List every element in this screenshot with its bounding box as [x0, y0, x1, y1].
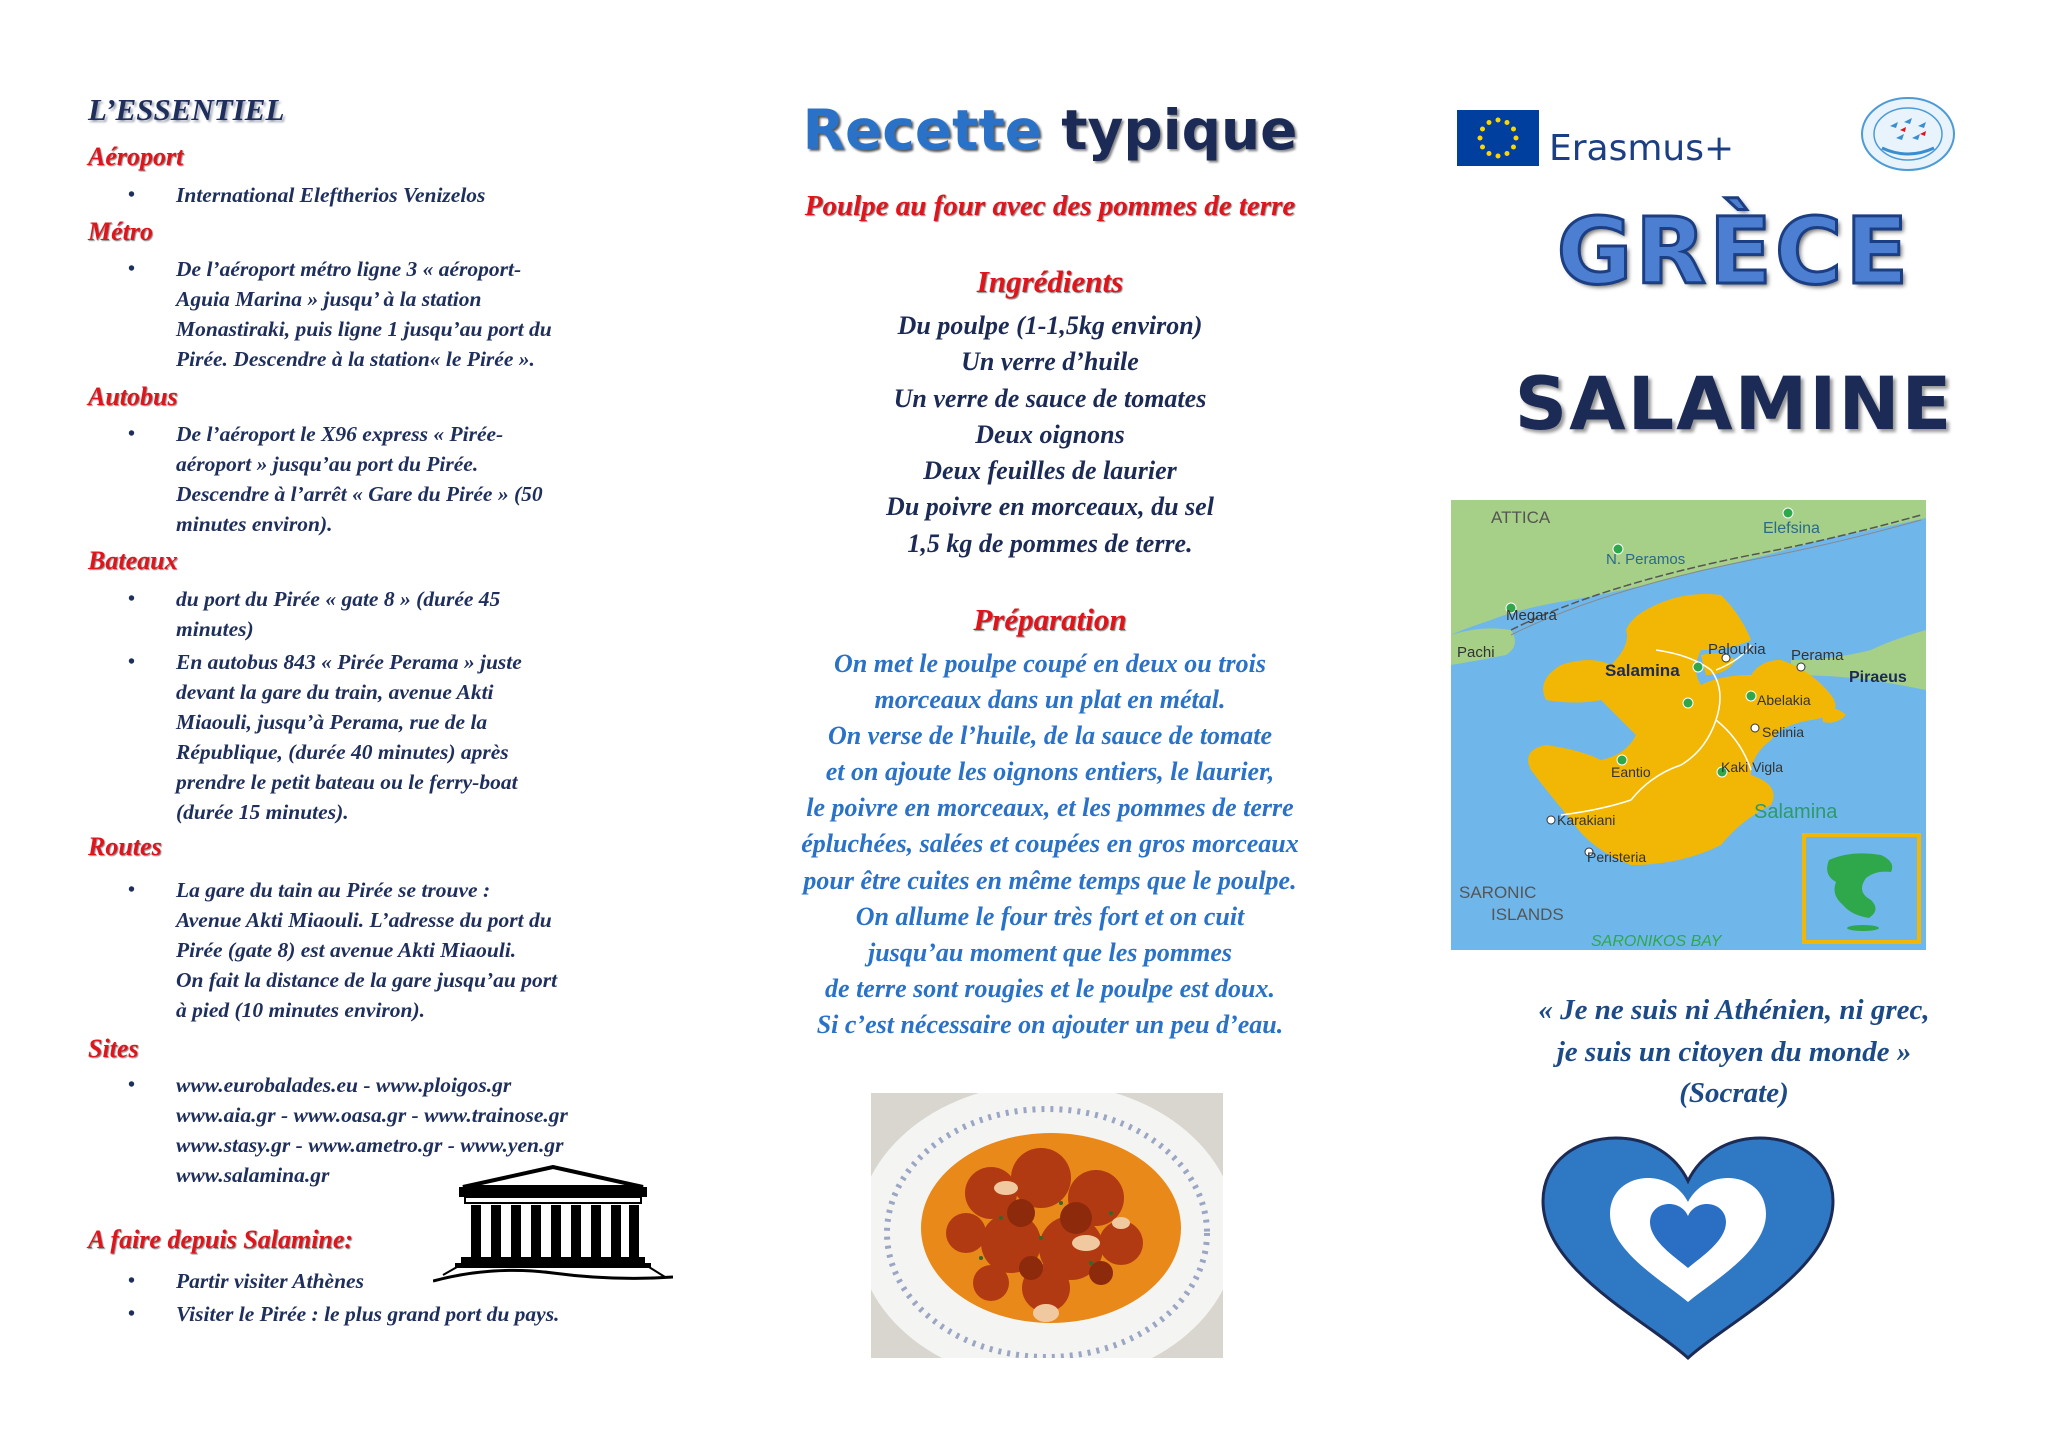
map-label-eantio: Eantio: [1611, 764, 1651, 780]
preparation-line: morceaux dans un plat en métal.: [874, 685, 1226, 715]
quote-line: (Socrate): [1679, 1077, 1789, 1109]
preparation-line: pour être cuites en même temps que le poulpe.: [803, 865, 1297, 895]
cover-column: [1420, 0, 2048, 1449]
map-label-karakiani: Karakiani: [1557, 812, 1616, 828]
ingredient-item: Un verre d’huile: [961, 347, 1139, 377]
bus-list: [88, 419, 708, 542]
ingredient-item: Deux oignons: [975, 419, 1125, 449]
list-item: • Partir visiter Athènes: [88, 1266, 708, 1296]
ingredient-item: Un verre de sauce de tomates: [893, 383, 1207, 413]
section-heading-airport: Aéroport: [88, 142, 184, 171]
list-item: • International Eleftherios Venizelos: [88, 180, 708, 210]
preparation-line: de terre sont rougies et le poulpe est doux.: [825, 973, 1275, 1003]
map-label-elefsina: Elefsina: [1763, 520, 1820, 537]
recipe-subtitle: Poulpe au four avec des pommes de terre: [804, 190, 1296, 222]
ingredient-item: Deux feuilles de laurier: [923, 456, 1177, 486]
ingredients-list: [740, 308, 1360, 562]
recipe-title: [740, 98, 1360, 162]
ingredient-item: Du poulpe (1-1,5kg environ): [897, 311, 1203, 340]
map-label-perama: Perama: [1791, 647, 1844, 664]
section-heading-sites: Sites: [88, 1034, 139, 1063]
map-label-peramos: N. Peramos: [1606, 551, 1686, 568]
map-label-pachi: Pachi: [1457, 644, 1495, 661]
preparation-line: On allume le four très fort et on cuit: [855, 901, 1245, 931]
list-item: • La gare du tain au Pirée se trouve : Avenue Akti Miaouli. L’adresse du port du Pirée (gate 8) est avenue Akti Miaouli. On fait la distance de la gare jusqu’au port à pied (10 minutes environ).: [88, 875, 708, 1025]
ingredients-heading: Ingrédients: [976, 264, 1124, 299]
socrates-quote: [1420, 990, 2048, 1115]
essentials-title: L’ESSENTIEL: [88, 92, 285, 127]
boats-list: [88, 584, 708, 830]
quote-line: « Je ne suis ni Athénien, ni grec,: [1538, 994, 1930, 1026]
list-item: • du port du Pirée « gate 8 » (durée 45 minutes): [88, 584, 708, 644]
preparation-line: Si c’est nécessaire on ajouter un peu d’eau.: [816, 1009, 1284, 1039]
section-heading-metro: Métro: [88, 217, 153, 246]
recipe-title-word2: typique: [1061, 98, 1298, 162]
preparation-line: On met le poulpe coupé en deux ou trois: [834, 649, 1266, 678]
quote-line: je suis un citoyen du monde »: [1556, 1035, 1912, 1068]
map-label-salamina-island: Salamina: [1754, 801, 1838, 823]
metro-list: [88, 254, 708, 377]
preparation-line: et on ajoute les oignons entiers, le laurier,: [825, 757, 1275, 787]
map-label-attica: ATTICA: [1491, 508, 1551, 527]
eurobalades-logo-icon: [1860, 96, 1956, 172]
recipe-title-word1: Recette: [802, 98, 1043, 162]
parthenon-illustration: [433, 1165, 673, 1285]
map-label-piraeus: Piraeus: [1849, 669, 1907, 686]
preparation-line: épluchées, salées et coupées en gros morceaux: [801, 829, 1299, 859]
recipe-column: [740, 0, 1360, 1449]
list-item: • www.eurobalades.eu - www.ploigos.gr www.aia.gr - www.oasa.gr - www.trainose.gr www.stasy.gr - www.ametro.gr - www.yen.gr www.salamina.gr: [88, 1070, 708, 1190]
list-item: • Visiter le Pirée : le plus grand port du pays.: [88, 1299, 708, 1329]
essentials-column: [88, 0, 708, 1449]
airport-list: [88, 180, 708, 213]
map-label-islands: ISLANDS: [1491, 905, 1564, 924]
preparation-text: [740, 646, 1360, 1043]
list-item: • De l’aéroport le X96 express « Pirée- aéroport » jusqu’au port du Pirée. Descendre à l’arrêt « Gare du Pirée » (50 minutes environ).: [88, 419, 708, 539]
ingredient-item: 1,5 kg de pommes de terre.: [907, 528, 1193, 558]
map-label-bay: SARONIKOS BAY: [1591, 933, 1722, 950]
eu-flag-icon: [1457, 110, 1539, 166]
heart-icon: [1538, 1136, 1838, 1361]
roads-list: [88, 875, 708, 1028]
section-heading-todo: A faire depuis Salamine:: [88, 1225, 354, 1254]
preparation-heading: Préparation: [973, 602, 1127, 637]
map-label-megara: Megara: [1506, 607, 1557, 624]
section-heading-boats: Bateaux: [88, 546, 178, 575]
map-label-peristeria: Peristeria: [1587, 849, 1647, 865]
section-heading-roads: Routes: [88, 832, 162, 861]
preparation-line: jusqu’au moment que les pommes: [867, 937, 1233, 967]
section-heading-bus: Autobus: [88, 382, 178, 411]
preparation-line: On verse de l’huile, de la sauce de tomate: [827, 721, 1273, 751]
ingredient-item: Du poivre en morceaux, du sel: [886, 492, 1214, 522]
country-title: GRÈCE: [1556, 198, 1912, 305]
list-item: • En autobus 843 « Pirée Perama » juste devant la gare du train, avenue Akti Miaouli, jusqu’à Perama, rue de la République, (durée 40 minutes) après prendre le petit bateau ou le ferry-boat (durée 15 minutes).: [88, 647, 708, 827]
island-title: SALAMINE: [1514, 362, 1954, 447]
map-label-abelakia: Abelakia: [1757, 692, 1811, 708]
map-label-selinia: Selinia: [1762, 724, 1805, 740]
map-label-paloukia: Paloukia: [1708, 641, 1766, 658]
erasmus-label: Erasmus+: [1549, 128, 1735, 169]
map-label-kaki-vigla: Kaki Vigla: [1721, 759, 1784, 775]
list-item: • De l’aéroport métro ligne 3 « aéroport- Aguia Marina » jusqu’ à la station Monastiraki, puis ligne 1 jusqu’au port du Pirée. Descendre à la station« le Pirée ».: [88, 254, 708, 374]
map-label-saronic: SARONIC: [1459, 883, 1537, 902]
map-label-salamina-town: Salamina: [1605, 661, 1680, 680]
salamina-map: [1451, 500, 1926, 950]
octopus-dish-photo: [871, 1093, 1223, 1358]
preparation-line: le poivre en morceaux, et les pommes de terre: [806, 793, 1294, 823]
